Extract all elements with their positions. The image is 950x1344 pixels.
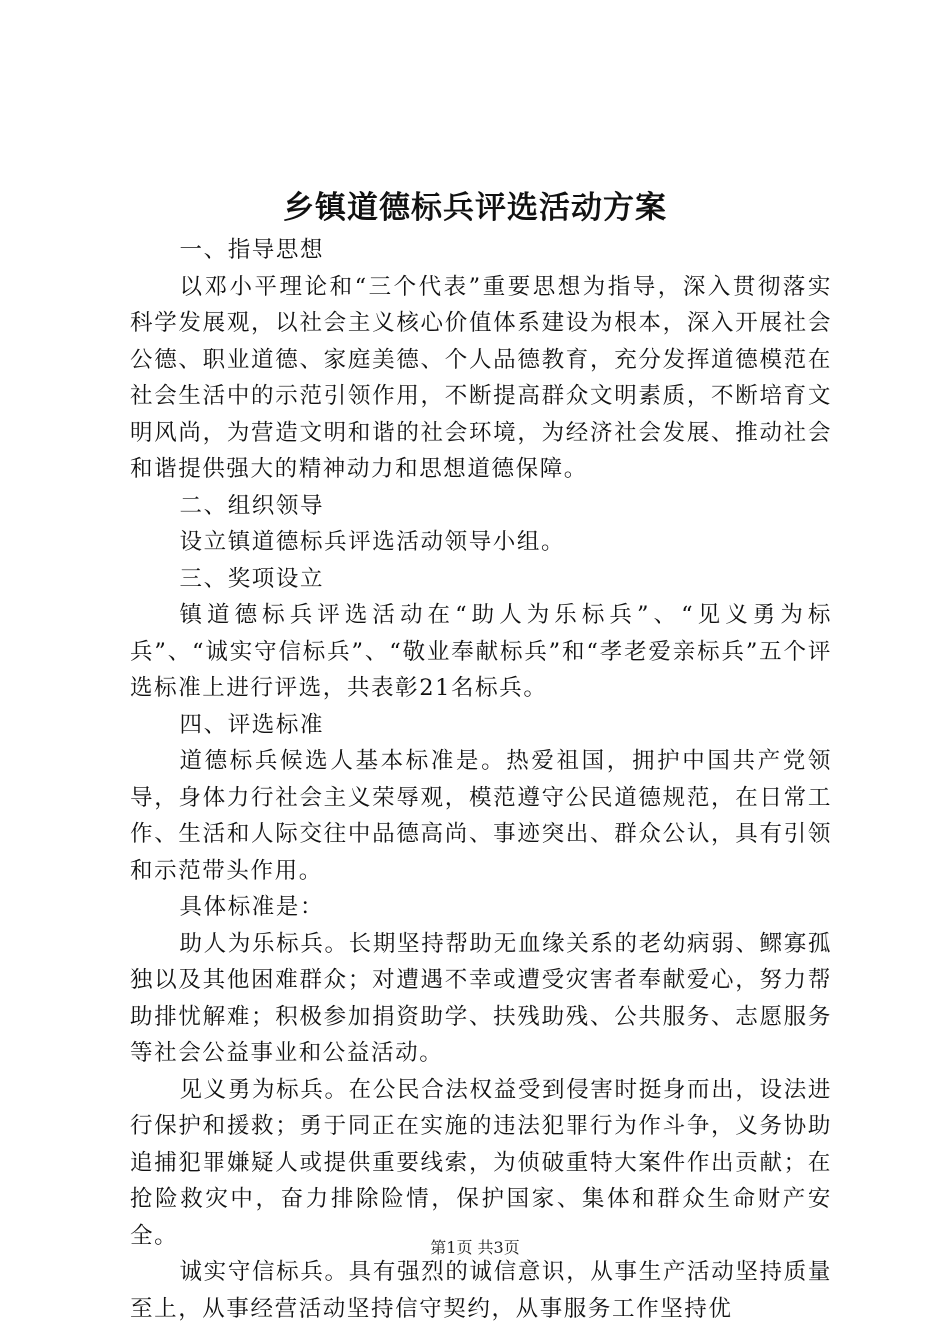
paragraph-organization: 设立镇道德标兵评选活动领导小组。	[179, 529, 566, 555]
page-footer: 第1页 共3页	[430, 1238, 520, 1257]
paragraph-specific-criteria-intro: 具体标准是：	[179, 894, 325, 920]
paragraph-guiding-ideology: 以邓小平理论和“三个代表”重要思想为指导，深入贯彻落实科学发展观，以社会主义核心价值体系建设为根本，深入开展社会公德、职业道德、家庭美德、个人品德教育，充分发挥道德模范在社会生活中的示范引领作用，不断提高群众文明素质，不断培育文明风尚，为营造文明和谐的社会环境，为经济社会发展、推动社会和谐提供强大的精神动力和思想道德保障。	[130, 273, 832, 482]
document-title: 乡镇道德标兵评选活动方案	[283, 190, 667, 226]
section-heading-awards: 三、奖项设立	[179, 565, 325, 592]
paragraph-bravery: 见义勇为标兵。在公民合法权益受到侵害时挺身而出，设法进行保护和援救；勇于同正在实施的违法犯罪行为作斗争，义务协助追捕犯罪嫌疑人或提供重要线索，为侦破重特大案件作出贡献；在抢险救灾中，奋力排除险情，保护国家、集体和群众生命财产安全。	[130, 1076, 832, 1249]
paragraph-helping-others: 助人为乐标兵。长期坚持帮助无血缘关系的老幼病弱、鳏寡孤独以及其他困难群众；对遭遇不幸或遭受灾害者奉献爱心，努力帮助排忧解难；积极参加捐资助学、扶残助残、公共服务、志愿服务等社会公益事业和公益活动。	[130, 930, 832, 1066]
paragraph-basic-criteria: 道德标兵候选人基本标准是。热爱祖国，拥护中国共产党领导，身体力行社会主义荣辱观，模范遵守公民道德规范，在日常工作、生活和人际交往中品德高尚、事迹突出、群众公认，具有引领和示范带头作用。	[130, 748, 832, 884]
paragraph-honesty: 诚实守信标兵。具有强烈的诚信意识，从事生产活动坚持质量至上，从事经营活动坚持信守契约，从事服务工作坚持优	[130, 1259, 832, 1322]
paragraph-awards: 镇道德标兵评选活动在“助人为乐标兵”、“见义勇为标兵”、“诚实守信标兵”、“敬业奉献标兵”和“孝老爱亲标兵”五个评选标准上进行评选，共表彰21名标兵。	[130, 602, 832, 701]
section-heading-criteria: 四、评选标准	[179, 711, 325, 738]
document-body	[130, 232, 832, 1327]
section-heading-guiding-ideology: 一、指导思想	[179, 237, 325, 263]
section-heading-organization: 二、组织领导	[179, 492, 325, 519]
